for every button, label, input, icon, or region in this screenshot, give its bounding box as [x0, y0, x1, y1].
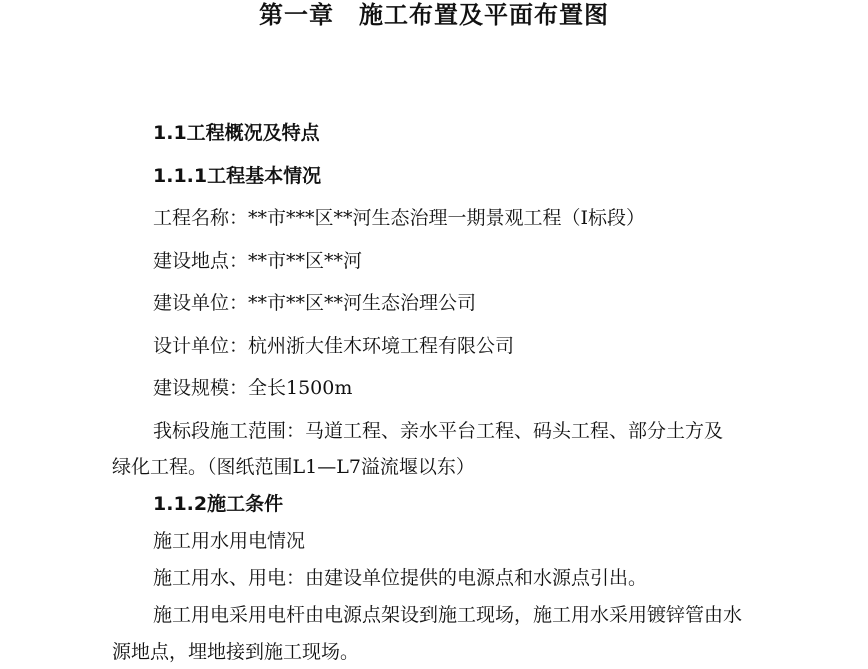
- water-power-detail-line-2: 源地点，埋地接到施工现场。: [112, 641, 360, 663]
- section-heading-1-1-1: 1.1.1工程基本情况: [153, 165, 322, 187]
- construction-owner-line: 建设单位：**市**区**河生态治理公司: [153, 292, 477, 314]
- scope-paragraph-line-2: 绿化工程。（图纸范围L1—L7溢流堰以东）: [112, 456, 475, 478]
- chapter-title: 第一章 施工布置及平面布置图: [259, 1, 609, 29]
- water-power-detail-line-1: 施工用电采用电杆由电源点架设到施工现场，施工用水采用镀锌管由水: [153, 604, 743, 626]
- section-heading-1-1-2: 1.1.2施工条件: [153, 493, 284, 515]
- scope-paragraph-line-1: 我标段施工范围：马道工程、亲水平台工程、码头工程、部分土方及: [153, 420, 724, 442]
- water-power-subtitle: 施工用水用电情况: [153, 530, 306, 552]
- design-unit-line: 设计单位：杭州浙大佳木环境工程有限公司: [153, 335, 515, 357]
- water-power-source-line: 施工用水、用电：由建设单位提供的电源点和水源点引出。: [153, 567, 648, 589]
- construction-location-line: 建设地点：**市**区**河: [153, 250, 363, 272]
- construction-scale-line: 建设规模：全长1500m: [153, 377, 353, 399]
- section-heading-1-1: 1.1工程概况及特点: [153, 122, 320, 144]
- project-name-line: 工程名称：**市***区**河生态治理一期景观工程（Ⅰ标段）: [153, 207, 646, 229]
